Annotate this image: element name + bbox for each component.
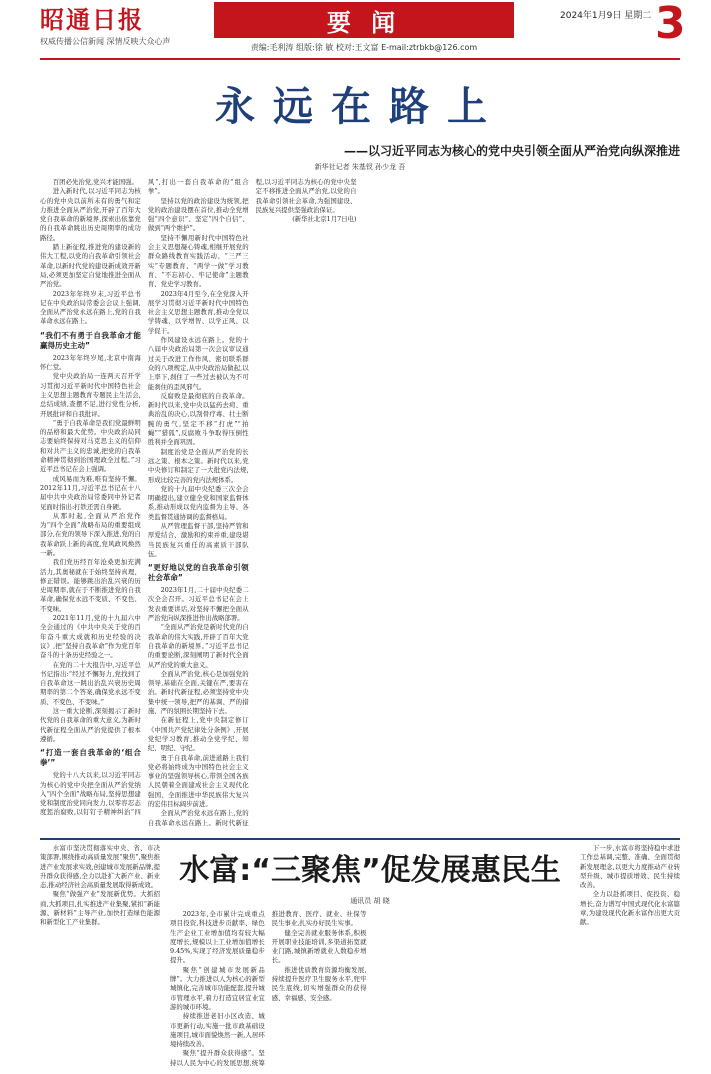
second-article-middle-columns — [170, 910, 570, 1070]
paragraph: 成风易而为难,唯有坚持不懈。2012年11月,习近平总书记在十八届中共中央政治局常委同中外记者见面时指出:打铁还需自身硬。 — [40, 474, 141, 511]
paragraph: 从严管理监督干部,坚持严管和厚爱结合、激励和约束并重,建设堪当民族复兴重任的高素质干部队伍。 — [147, 521, 249, 558]
paragraph: 踏上新征程,推进党的建设新的伟大工程,以党的自我革命引领社会革命,以新时代党的建设新成效开新局,必须更加坚定自觉地推进全面从严治党。 — [40, 243, 141, 289]
second-byline: 通讯员 胡 晓 — [350, 897, 390, 905]
paragraph: 下一步,水富市将坚持稳中求进工作总基调,完整、准确、全面贯彻新发展理念,以更大力度推动产业转型升级、城市提质增效、民生持续改善。 — [580, 844, 680, 890]
section-heading: “打造一套自我革命的‘组合拳’” — [40, 748, 141, 768]
main-article — [40, 178, 680, 833]
paragraph: 聚焦“做强产业”发展新优势。大抓招商,大抓项目,扎实推进产业集聚,紧扣“新能源、新材料”主导产业,加快打造绿色能源和新型化工产业集群。 — [40, 890, 160, 927]
paragraph: 坚持不懈用新时代中国特色社会主义思想凝心铸魂,相继开展党的群众路线教育实践活动、“三严三实”专题教育、“两学一做”学习教育、“不忘初心、牢记使命”主题教育、党史学习教育。 — [147, 233, 249, 289]
newspaper-logo: 昭通日报 — [40, 5, 144, 34]
article-signoff: (新华社北京1月7日电) — [292, 215, 357, 224]
paragraph: 在新征程上,党中央制定修订《中国共产党纪律处分条例》,开展党纪学习教育,推动全党学纪、知纪、明纪、守纪。 — [147, 716, 249, 753]
paragraph: 在党的二十大报告中,习近平总书记指出:“经过不懈努力,党找到了自我革命这一跳出治乱兴衰历史周期率的第二个答案,确保党永远不变质、不变色、不变味。” — [40, 660, 141, 706]
paragraph: 全面从严治党,核心是加强党的领导,基础在全面,关键在严,要害在治。新时代新征程,必须坚持党中央集中统一领导,把严的基调、严的措施、严的氛围长期坚持下去。 — [147, 669, 249, 716]
paragraph: 2021年11月,党的十九届六中全会通过的《中共中央关于党的百年奋斗重大成就和历史经验的决议》,把“坚持自我革命”作为党百年奋斗的十条历史经验之一。 — [40, 614, 141, 660]
paragraph: 健全完善就业服务体系,积极开展职业技能培训,多渠道拓宽就业门路,城镇新增就业人数稳步增长。 — [271, 928, 367, 965]
paragraph: 全力以赴抓项目、促投资、稳增长,奋力谱写中国式现代化水富篇章,为建设现代化新水富作出更大贡献。 — [580, 890, 680, 927]
paragraph: 水富市坚决贯彻落实中央、省、市决策部署,围绕推动高质量发展“聚焦”,聚焦推进产业发展求实效,创建城市发展新品牌,提升群众获得感,全力以赴扩大新产业、新业态,推动经济社会高质量发展取得新成效。 — [40, 844, 160, 890]
paragraph: 反腐败是最彻底的自我革命。新时代以来,党中央以猛药去疴、重典治乱的决心,以刮骨疗毒、壮士断腕的勇气,坚定不移“打虎”“拍蝇”“猎狐”,反腐败斗争取得压倒性胜利并全面巩固。 — [147, 391, 249, 447]
paragraph: 这一重大论断,深刻揭示了新时代党的自我革命的重大意义,为新时代新征程全面从严治党提供了根本遵循。 — [40, 707, 141, 743]
main-byline: 新华社记者 朱基钗 孙少龙 吾 — [314, 163, 406, 171]
page-number: 3 — [655, 0, 686, 49]
paragraph: 2023年4月至今,在全党深入开展学习贯彻习近平新时代中国特色社会主义思想主题教育,推动全党以学铸魂、以学增智、以学正风、以学促干。 — [147, 289, 249, 335]
paragraph: “全面从严治党是新时代党的自我革命的伟大实践,开辟了百年大党自我革命的新境界。”习近平总书记的重要论断,深刻阐明了新时代全面从严治党的重大意义。 — [147, 623, 249, 669]
paragraph: 党的十八大以来,以习近平同志为核心的党中央把全面从严治党纳入“四个全面”战略布局,坚持思想建党和制度治党同向发力,以零容忍态度惩治腐败,以钉钉子精神纠治“四风”,打出一套自我革命的“组合拳”。 — [40, 178, 249, 817]
paragraph: 我们党历经百年沧桑更加充满活力,其奥秘就在于始终坚持真理、修正错误。能够跳出治乱兴衰的历史周期率,就在于不断推进党的自我革命,确保党永远不变质、不变色、不变味。 — [40, 558, 141, 613]
paragraph: 推进优质教育资源均衡发展,持续提升医疗卫生服务水平,兜牢民生底线,切实增强群众的获得感、幸福感、安全感。 — [271, 965, 367, 1002]
paragraph: “勇于自我革命是我们党最鲜明的品格和最大优势。中央政治局同志要始终保持对马克思主义的信仰和对共产主义的忠诚,把党的自我革命精神贯彻到治国理政全过程。”习近平总书记在会上强调。 — [40, 418, 141, 474]
paragraph: 持续推进老旧小区改造、城市更新行动,实施一批市政基础设施项目,城市面貌焕然一新,人居环境持续改善。 — [170, 1012, 265, 1049]
paragraph: 制度治党是全面从严治党的长远之策、根本之策。新时代以来,党中央修订和制定了一大批党内法规,形成比较完善的党内法规体系。 — [147, 447, 249, 484]
second-article-left-column — [40, 844, 160, 1070]
paragraph: 党中央政治局一连两天召开学习贯彻习近平新时代中国特色社会主义思想主题教育专题民主生活会,总结成绩,查摆不足,进行党性分析,开展批评和自我批评。 — [40, 372, 141, 418]
paragraph: 党的十九届中央纪委三次全会明确提出,建立健全党和国家监督体系,推动形成以党内监督为主导、各类监督贯通协调的监督格局。 — [147, 484, 249, 521]
paragraph: 聚焦“提升群众获得感”。坚持以人民为中心的发展思想,统筹推进教育、医疗、就业、社保等民生事业,扎实办好民生实事。 — [170, 910, 367, 1067]
issue-date: 2024年1月9日 星期二 — [560, 11, 652, 21]
main-headline: 永远在路上 — [215, 84, 505, 130]
section-heading: “我们不有勇于自我革命才能赢得历史主动” — [40, 330, 141, 350]
paragraph: 2023年1月,二十届中央纪委二次全会召开。习近平总书记在会上发表重要讲话,对坚持不懈把全面从严治党向纵深推进作出战略部署。 — [147, 586, 249, 623]
main-article-columns — [40, 178, 680, 833]
paragraph: 2023年年终岁尾,北京中南海怀仁堂。 — [40, 353, 141, 372]
paragraph: 2023年年终岁末,习近平总书记在中央政治局常委会会议上强调,全面从严治党永远在路上,党的自我革命永远在路上。 — [40, 289, 141, 326]
second-article-right-column — [580, 844, 680, 1070]
article-divider — [40, 838, 680, 840]
top-divider — [40, 58, 680, 60]
main-subheadline: ——以习近平同志为核心的党中央引领全面从严治党向纵深推进 — [343, 144, 680, 158]
second-headline: 水富:“三聚焦”促发展惠民生 — [179, 853, 561, 888]
paragraph: 百团必先治党,党兴才能国强。 — [52, 178, 138, 186]
section-title: 要 闻 — [326, 8, 402, 37]
newspaper-slogan: 权威传播公信新闻 深情反映大众心声 — [40, 37, 171, 46]
editor-credits: 责编:毛利涛 组版:徐 敏 校对:王文富 E-mail:ztrbkb@126.com — [250, 43, 478, 52]
paragraph: 勇于自我革命,前进道路上我们党必将始终成为中国特色社会主义事业的坚强领导核心,带领全国各族人民朝着全面建成社会主义现代化强国、全面推进中华民族伟大复兴的宏伟目标阔步前进。 — [147, 753, 249, 808]
section-banner — [214, 2, 514, 38]
paragraph: 从那时起,全面从严治党作为“四个全面”战略布局的重要组成部分,在党的领导下深入推进,党的自我革命跃上新的高度,党风政风焕然一新。 — [40, 511, 141, 557]
paragraph: 聚焦“创建城市发展新品牌”。大力推进以人为核心的新型城镇化,完善城市功能配套,提升城市管理水平,着力打造宜居宜业宜游的城市环境。 — [170, 965, 265, 1011]
paragraph: 2023年,全市累计完成重点项目投资,科技进步贡献率、绿色生产企业工业增加值均有较大幅度增长,规模以上工业增加值增长9.45%,实现了经济发展质量稳步提升。 — [170, 910, 265, 965]
second-article — [40, 844, 680, 1070]
section-heading: “更好地以党的自我革命引领社会革命” — [147, 563, 249, 583]
paragraph: 进入新时代,以习近平同志为核心的党中央以前所未有的勇气和定力推进全面从严治党,开辟了百年大党自我革命的新境界,探索出依靠党的自我革命跳出历史周期率的成功路径。 — [40, 187, 141, 242]
paragraph: 作风建设永远在路上。党的十八届中央政治局第一次会议审议通过关于改进工作作风、密切联系群众的八项规定,从中央政治局做起,以上率下,刹住了一些过去被认为不可能刹住的歪风邪气。 — [147, 336, 249, 391]
masthead — [0, 0, 711, 58]
paragraph: 全面从严治党永远在路上,党的自我革命永远在路上。新时代新征程,以习近平同志为核心的党中央坚定不移推进全面从严治党,以党的自我革命引领社会革命,为强国建设、民族复兴提供坚强政治保证。 — [147, 178, 357, 827]
paragraph: 坚持以党的政治建设为统领,把党的政治建设摆在首位,推动全党增强“四个意识”、坚定“四个自信”、做到“两个维护”。 — [147, 196, 249, 233]
